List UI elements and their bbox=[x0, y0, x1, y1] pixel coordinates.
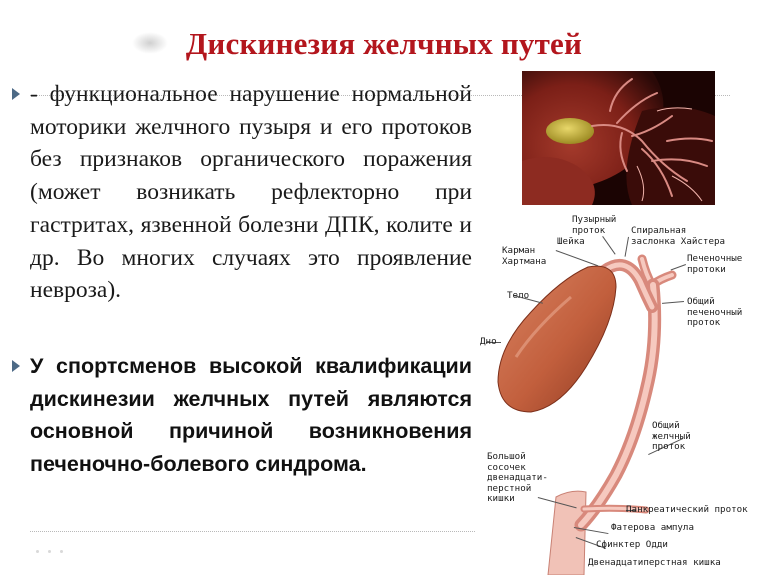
decorative-dots bbox=[36, 540, 72, 558]
label-body: Тело bbox=[507, 290, 530, 301]
label-spiral-valve: Спиральная заслонка Хайстера bbox=[631, 225, 726, 247]
athletes-paragraph: У спортсменов высокой квалификации дискинезии желчных путей являются основной причиной возникновения печеночно-болевого синдрома. bbox=[30, 354, 472, 476]
label-vater-ampulla: Фатерова ампула bbox=[611, 522, 694, 533]
label-neck: Шейка bbox=[557, 236, 585, 247]
label-hepatic-ducts: Печеночные протоки bbox=[687, 253, 743, 275]
bullet-arrow-icon bbox=[12, 88, 20, 100]
label-duodenum: Двенадцатиперстная кишка bbox=[588, 557, 721, 568]
label-oddi-sphincter: Сфинктер Одди bbox=[596, 539, 668, 550]
label-fundus: Дно bbox=[480, 336, 497, 347]
label-hartmann-pouch: Карман Хартмана bbox=[502, 245, 547, 267]
definition-paragraph: - функциональное нарушение нормальной моторики желчного пузыря и его протоков без признаков органического поражения (может возникать рефлекторно при гастритах, язвенной болезни ДПК, колите и др. Во многих случаях это проявление невроза). bbox=[30, 81, 472, 304]
divider-bottom bbox=[30, 531, 475, 532]
label-common-hepatic-duct: Общий печеночный проток bbox=[687, 296, 743, 328]
label-major-papilla: Большой сосочек двенадцати- перстной кишки bbox=[487, 451, 548, 504]
label-common-bile-duct: Общий желчный проток bbox=[652, 420, 691, 452]
biliary-tract-diagram bbox=[476, 207, 768, 575]
bullet-arrow-icon bbox=[12, 360, 20, 372]
anatomy-photo bbox=[522, 71, 715, 205]
label-pancreatic-duct: Панкреатический проток bbox=[626, 504, 748, 515]
slide-title: Дискинезия желчных путей bbox=[185, 26, 583, 61]
label-cystic-duct: Пузырный проток bbox=[572, 214, 617, 236]
